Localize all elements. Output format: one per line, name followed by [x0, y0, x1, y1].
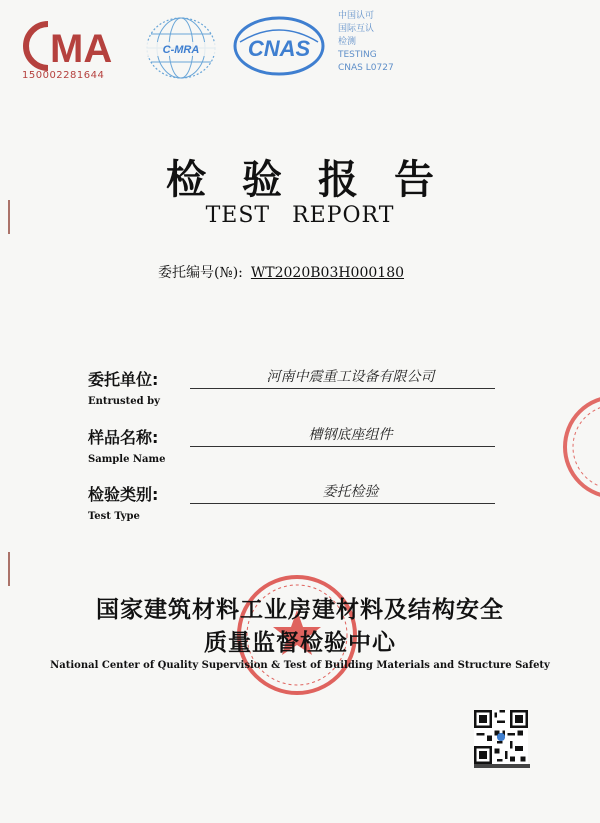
- cma-logo-text: MA: [50, 27, 113, 71]
- cma-code: 150002281644: [22, 70, 105, 81]
- ilac-logo-text: C-MRA: [162, 44, 200, 56]
- cnas-logo-text: CNAS: [247, 36, 311, 61]
- report-title-en: TEST REPORT: [205, 203, 395, 228]
- organization-name-cn-line1: 国家建筑材料工业房建材料及结构安全: [96, 597, 504, 623]
- edge-seal: [560, 392, 600, 502]
- cnas-accreditation-text: 中国认可 国际互认 检测 TESTING CNAS L0727: [338, 11, 394, 73]
- entrusted-by-label-en: Entrusted by: [88, 396, 160, 407]
- margin-mark: [8, 552, 10, 586]
- qr-code-icon: [474, 710, 528, 764]
- report-number-label: 委托编号(№):: [158, 265, 243, 281]
- test-type-label: 检验类别:: [88, 485, 159, 504]
- entrusted-by-label: 委托单位:: [88, 370, 159, 389]
- sample-name-label-en: Sample Name: [88, 454, 166, 465]
- sample-name-label: 样品名称:: [88, 428, 159, 447]
- cnas-logo: [230, 12, 328, 80]
- report-title-cn: 检验报告: [166, 156, 470, 203]
- entrusted-by-value: 河南中震重工设备有限公司: [266, 369, 435, 385]
- test-type-label-en: Test Type: [88, 511, 140, 522]
- test-type-value: 委托检验: [322, 484, 379, 500]
- organization-name-cn-line2: 质量监督检验中心: [204, 630, 396, 656]
- entrusted-by-line: [190, 388, 495, 389]
- report-number: [158, 262, 404, 282]
- test-type-line: [190, 503, 495, 504]
- report-number-value: WT2020B03H000180: [250, 265, 405, 281]
- ilac-mra-logo: [140, 12, 222, 84]
- sample-name-line: [190, 446, 495, 447]
- sample-name-value: 槽钢底座组件: [308, 427, 393, 443]
- organization-name-en: National Center of Quality Supervision & Test of Building Materials and Structure Safety: [50, 660, 550, 671]
- qr-label-bar: [474, 764, 530, 768]
